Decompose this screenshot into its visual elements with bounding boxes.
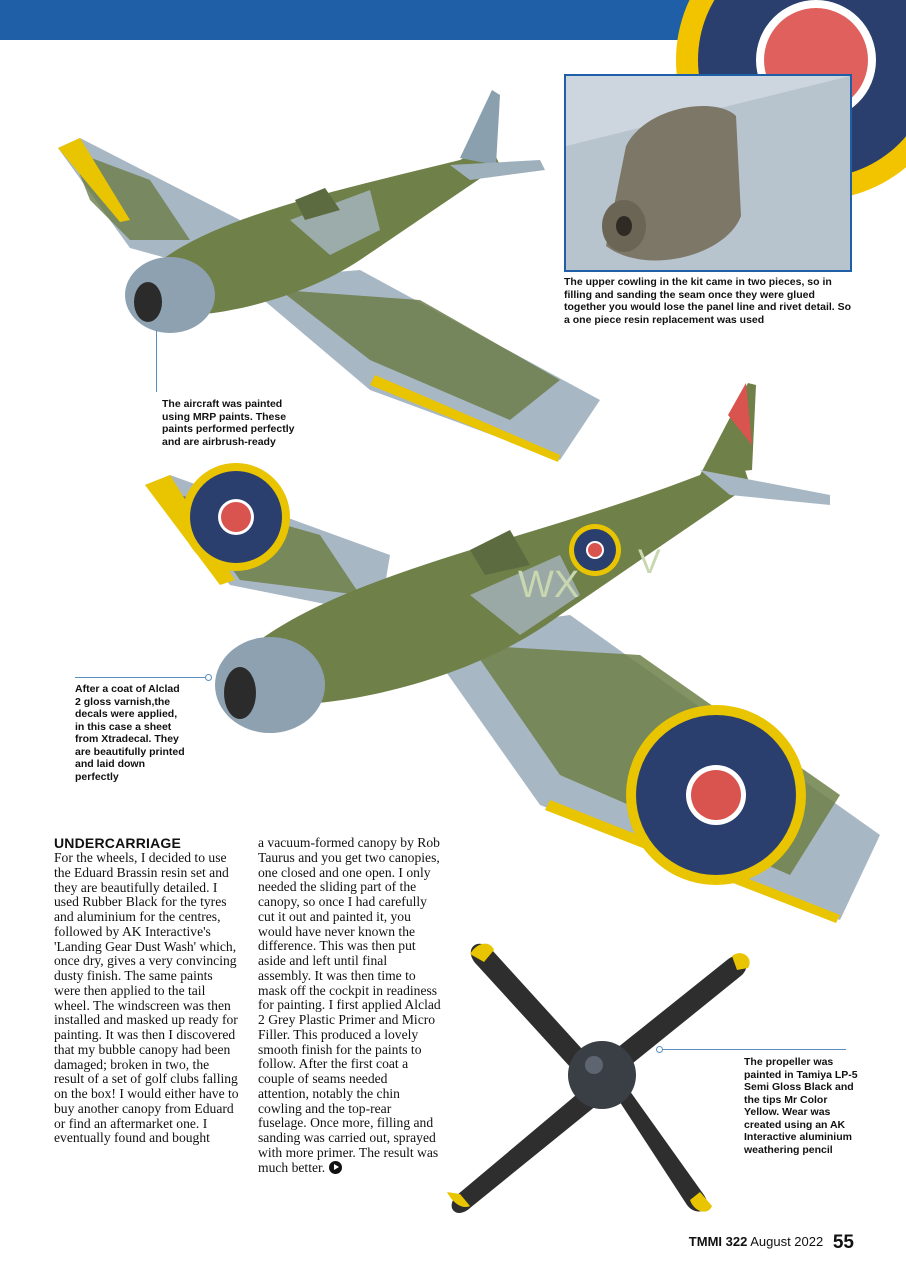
article-paragraph-2-text: a vacuum-formed canopy by Rob Taurus and you get two canopies, one closed and one open. I only needed the sliding part of the canopy, so once I had carefully cut it out and painted it, you would have never known the difference. This was then put aside and left until final assembly. It was then time to mask off the cockpit in readiness for painting. I first applied Alclad 2 Grey Plastic Primer and Micro Filler. This produced a lovely smooth finish for the paints to follow. After the first coat a couple of seams needed attention, notably the chin cowling and the top-rear fuselage. Once more, filling and sanding was carried out, sprayed with more primer. The result was much better. [258, 835, 441, 1175]
caption-decals: After a coat of Alclad 2 gloss varnish,the decals were applied, in this case a sheet from Xtradecal. They are beautifully printed and laid down perfectly [75, 683, 185, 783]
wing-roundel-left [182, 463, 290, 571]
section-heading: UNDERCARRIAGE [54, 835, 182, 851]
squadron-code: WX [518, 564, 580, 606]
magazine-issue-number: TMMI 322 [688, 1234, 748, 1249]
caption-paint: The aircraft was painted using MRP paints. These paints performed perfectly and are airbrush-ready [162, 398, 295, 448]
leader-line-decals [75, 677, 208, 678]
article-paragraph-1: For the wheels, I decided to use the Eduard Brassin resin set and they are beautifully detailed. I used Rubber Black for the tyres and aluminium for the centres, followed by AK Interactive's 'Landing Gear Dust Wash' which, once dry, gives a very convincing dusty finish. The same paints were then applied to the tail wheel. The windscreen was then installed and masked up ready for painting. It was then I discovered that my bubble canopy had been damaged; broken in two, the result of a set of golf clubs falling on the box! I would either have to buy another canopy from Eduard or find an aftermarket one. I eventually found and bought [54, 850, 239, 1146]
caption-propeller: The propeller was painted in Tamiya LP-5 Semi Gloss Black and the tips Mr Color Yellow. Wear was created using an AK Interactive aluminium weathering pencil [744, 1056, 858, 1156]
issue-date: August 2022 [750, 1234, 824, 1249]
leader-line-propeller [660, 1049, 846, 1050]
wing-roundel-right [626, 705, 806, 885]
caption-inset-cowling: The upper cowling in the kit came in two pieces, so in filling and sanding the seam once they were glued together you would lose the panel line and rivet detail. So a one piece resin replacement was used [564, 276, 852, 326]
article-column-1 [54, 836, 242, 1146]
continue-arrow-icon [329, 1161, 342, 1174]
photo-propeller [432, 930, 772, 1220]
leader-dot-propeller [656, 1046, 663, 1053]
header-bar [0, 0, 700, 40]
photo-aircraft-decals [140, 375, 890, 925]
leader-dot-decals [205, 674, 212, 681]
page-footer [689, 1232, 854, 1254]
aircraft-letter: V [638, 543, 661, 581]
article-column-2 [258, 836, 441, 1175]
photo-inset-cowling [564, 74, 852, 272]
article-paragraph-2 [258, 836, 441, 1175]
page-number: 55 [832, 1232, 854, 1253]
